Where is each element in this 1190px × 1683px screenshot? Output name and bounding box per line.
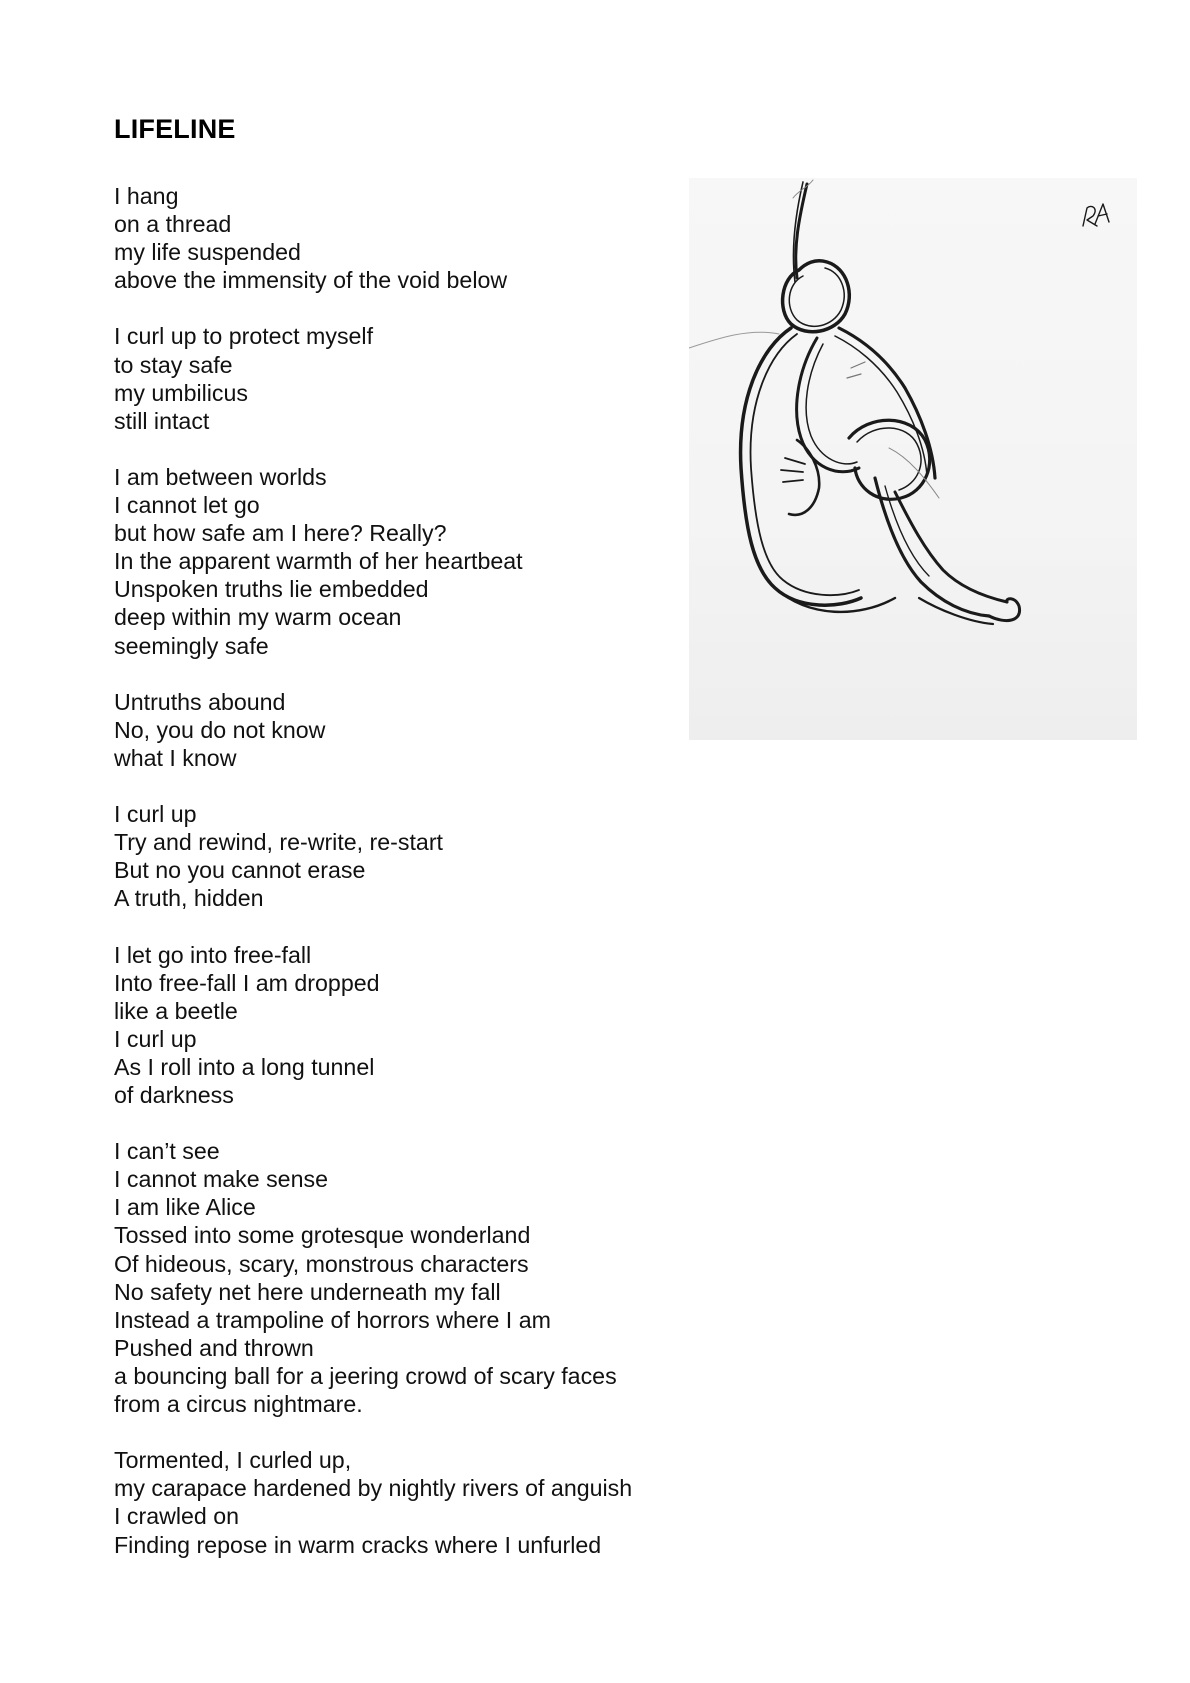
poem-line: I let go into free-fall bbox=[114, 941, 312, 968]
poem-line: of darkness bbox=[114, 1082, 234, 1108]
poem-line: but how safe am I here? Really? bbox=[114, 520, 447, 547]
poem-stanza bbox=[114, 463, 674, 660]
poem-line: Of hideous, scary, monstrous characters bbox=[114, 1250, 529, 1277]
poem-stanza bbox=[114, 800, 674, 912]
poem-line: on a thread bbox=[114, 211, 232, 238]
poem-line: Tormented, I curled up, bbox=[114, 1447, 352, 1474]
poem-line: Into free-fall I am dropped bbox=[114, 969, 380, 996]
poem-line: I crawled on bbox=[114, 1503, 240, 1530]
poem-line: I curl up to protect myself bbox=[114, 323, 374, 350]
poem-line: I curl up bbox=[114, 1025, 197, 1052]
poem-line: from a circus nightmare. bbox=[114, 1391, 363, 1418]
poem-line: But no you cannot erase bbox=[114, 857, 366, 884]
poem-line: Try and rewind, re-write, re-start bbox=[114, 829, 443, 856]
poem-line: I am between worlds bbox=[114, 463, 327, 490]
poem-line: In the apparent warmth of her heartbeat bbox=[114, 548, 523, 575]
poem-line: I cannot let go bbox=[114, 492, 260, 519]
poem-line: Unspoken truths lie embedded bbox=[114, 576, 429, 603]
poem-body bbox=[114, 182, 674, 1587]
poem-line: above the immensity of the void below bbox=[114, 267, 508, 294]
poem-line: Untruths abound bbox=[114, 688, 286, 715]
poem-line: I cannot make sense bbox=[114, 1166, 328, 1193]
poem-line: still intact bbox=[114, 407, 210, 434]
poem-line: like a beetle bbox=[114, 997, 238, 1024]
poem-line: my umbilicus bbox=[114, 379, 248, 406]
poem-line: my life suspended bbox=[114, 239, 301, 266]
poem-line: my carapace hardened by nightly rivers of anguish bbox=[114, 1475, 633, 1502]
poem-line: Finding repose in warm cracks where I unfurled bbox=[114, 1531, 602, 1558]
poem-line: seemingly safe bbox=[114, 632, 269, 659]
poem-line: I am like Alice bbox=[114, 1194, 256, 1221]
poem-line: I curl up bbox=[114, 801, 197, 828]
poem-line: No, you do not know bbox=[114, 716, 326, 743]
poem-stanza bbox=[114, 1137, 674, 1418]
poem-line: Instead a trampoline of horrors where I am bbox=[114, 1306, 551, 1333]
poem-line: A truth, hidden bbox=[114, 885, 264, 912]
sketch-signature: RA bbox=[689, 178, 691, 179]
poem-line: what I know bbox=[114, 744, 237, 771]
poem-line: to stay safe bbox=[114, 351, 233, 378]
poem-line: Pushed and thrown bbox=[114, 1334, 314, 1361]
poem-title: LIFELINE bbox=[114, 114, 236, 144]
poem-stanza bbox=[114, 322, 674, 434]
curled-figure-sketch bbox=[689, 178, 1137, 740]
poem-stanza bbox=[114, 941, 674, 1110]
figure-sketch-image bbox=[689, 178, 1137, 740]
poem-line: I hang bbox=[114, 183, 179, 209]
poem-stanza bbox=[114, 688, 674, 772]
poem-line: No safety net here underneath my fall bbox=[114, 1278, 501, 1305]
poem-line: a bouncing ball for a jeering crowd of scary faces bbox=[114, 1362, 617, 1389]
poem-line: Tossed into some grotesque wonderland bbox=[114, 1222, 531, 1249]
poem-line: deep within my warm ocean bbox=[114, 604, 402, 631]
poem-stanza bbox=[114, 1446, 674, 1558]
poem-line: As I roll into a long tunnel bbox=[114, 1053, 375, 1080]
poem-line: I can’t see bbox=[114, 1138, 220, 1165]
poem-stanza bbox=[114, 182, 674, 294]
